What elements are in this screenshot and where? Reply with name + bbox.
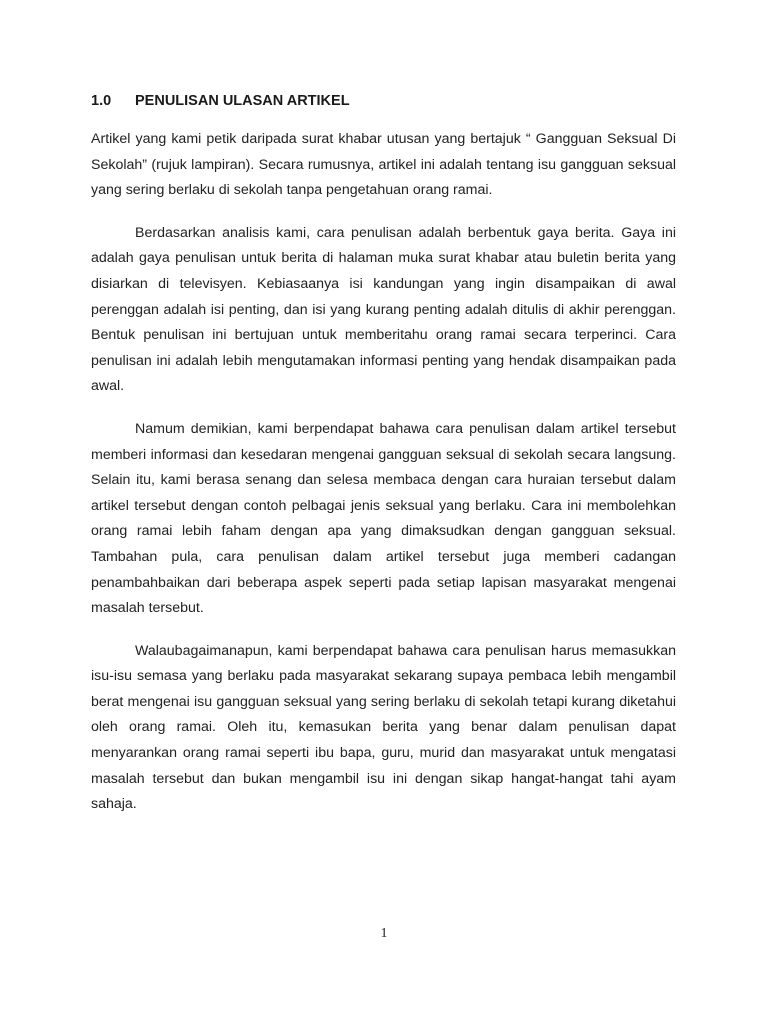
section-number: 1.0 xyxy=(91,93,112,109)
paragraph-analysis: Berdasarkan analisis kami, cara penulisan adalah berbentuk gaya berita. Gaya ini adalah gaya penulisan untuk berita di halaman muka surat khabar atau buletin berita yang disiarkan di televisyen. Kebiasaanya isi kandungan yang ingin disampaikan di awal perenggan adalah isi penting, dan isi yang kurang penting adalah ditulis di akhir perenggan. Bentuk penulisan ini bertujuan untuk memberitahu orang ramai secara terperinci. Cara penulisan ini adalah lebih mengutamakan informasi penting yang hendak disampaikan pada awal. xyxy=(91,224,676,395)
paragraph-opinion: Namum demikian, kami berpendapat bahawa cara penulisan dalam artikel tersebut memberi informasi dan kesedaran mengenai gangguan seksual di sekolah secara langsung. Selain itu, kami berasa senang dan selesa membaca dengan cara huraian tersebut dalam artikel tersebut dengan contoh pelbagai jenis seksual yang berlaku. Cara ini membolehkan orang ramai lebih faham dengan apa yang dimaksudkan dengan gangguan seksual. Tambahan pula, cara penulisan dalam artikel tersebut juga memberi cadangan penambahbaikan dari beberapa aspek seperti pada setiap lapisan masyarakat mengenai masalah tersebut. xyxy=(91,420,676,617)
page-number: 1 xyxy=(380,926,388,941)
document-body xyxy=(91,127,676,835)
paragraph-intro: Artikel yang kami petik daripada surat khabar utusan yang bertajuk “ Gangguan Seksual Di Sekolah” (rujuk lampiran). Secara rumusnya, artikel ini adalah tentang isu gangguan seksual yang sering berlaku di sekolah tanpa pengetahuan orang ramai. xyxy=(91,131,676,199)
paragraph-suggestion: Walaubagaimanapun, kami berpendapat bahawa cara penulisan harus memasukkan isu-isu semasa yang berlaku pada masyarakat sekarang supaya pembaca lebih mengambil berat mengenai isu gangguan seksual yang sering berlaku di sekolah tetapi kurang diketahui oleh orang ramai. Oleh itu, kemasukan berita yang benar dalam penulisan dapat menyarankan orang ramai seperti ibu bapa, guru, murid dan masyarakat untuk mengatasi masalah tersebut dan bukan mengambil isu ini dengan sikap hangat-hangat tahi ayam sahaja. xyxy=(91,642,676,813)
section-heading xyxy=(91,93,350,109)
section-title: PENULISAN ULASAN ARTIKEL xyxy=(135,93,350,109)
